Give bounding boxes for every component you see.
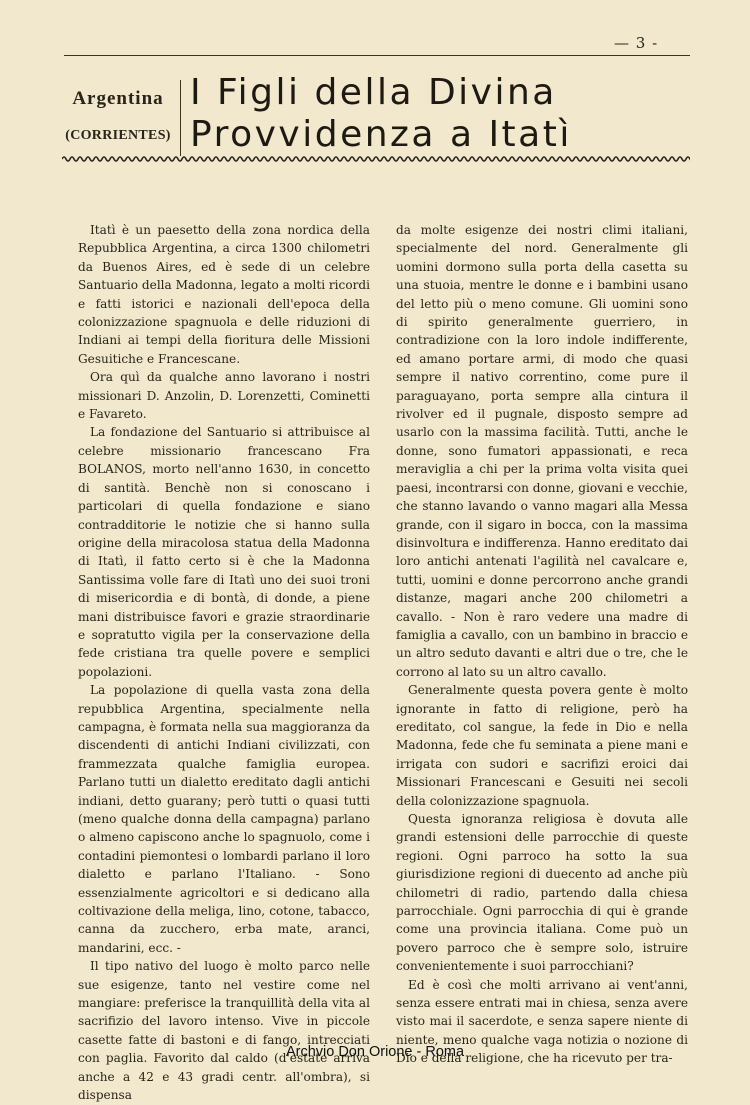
paragraph: La popolazione di quella vasta zona della repubblica Argentina, specialmente nella campagna, è formata nella sua maggioranza da discendenti di antichi Indiani civilizzati, con frammezzata qualche famiglia europea. Parlano tutti un dialetto ereditato dagli antichi indiani, detto guarany; però tutti o quasi tutti (meno qualche donna della campagna) parlano o almeno capiscono anche lo spagnuolo, come i contadini piemontesi o lombardi parlano il loro dialetto e parlano l'Italiano. - Sono essenzialmente agricoltori e si dedicano alla coltivazione della meliga, lino, cotone, tabacco, canna da zucchero, erba mate, aranci, mandarini, ecc. - <box>78 683 370 955</box>
paragraph: Generalmente questa povera gente è molto ignorante in fatto di religione, però ha ereditato, col sangue, la fede in Dio e nella Madonna, fede che fu seminata a piene mani e irrigata con sudori e sacrifizi eroici dai Missionari Francescani e Gesuiti nei secoli della colonizzazione spagnuola. <box>396 683 688 808</box>
paragraph: Il tipo nativo del luogo è molto parco nelle sue esigenze, tanto nel vestire come nel mangiare: preferisce la tranquillità della vita al sacrifizio del lavoro intenso. Vive in piccole casette fatte di bastoni e di fango, intrecciati con paglia. Favorito dal caldo (d'estate arriva anche a 42 e 43 gradi centr. all'ombra), si dispensa <box>78 959 370 1103</box>
paragraph: Itatì è un paesetto della zona nordica della Repubblica Argentina, a circa 1300 chilometri da Buenos Aires, ed è sede di un celebre Santuario della Madonna, legato a molti ricordi e fatti istorici e nazionali dell'epoca della colonizzazione spagnuola e delle riduzioni di Indiani ai tempi della fioritura delle Missioni Gesuitiche e Francescane. <box>78 223 370 366</box>
country-label: Argentina <box>72 88 164 109</box>
top-rule <box>64 55 690 56</box>
header-divider <box>180 80 181 156</box>
page-number: — 3 - <box>614 34 659 52</box>
paragraph: La fondazione del Santuario si attribuisce al celebre missionario francescano Fra BOLANOS, morto nell'anno 1630, in concetto di santità. Benchè non si conoscano i particolari di quella fondazione e siano contradditorie le notizie che si hanno sulla origine della miracolosa statua della Madonna di Itatì, il fatto certo si è che la Madonna Santissima volle fare di Itatì uno dei suoi troni di misericordia e di bontà, di donde, a piene mani distribuisce favori e grazie straordinarie e sopratutto vigila per la conservazione della fede cristiana tra quelle povere e semplici popolazioni. <box>78 425 370 679</box>
paragraph: Ed è così che molti arrivano ai vent'anni, senza essere entrati mai in chiesa, senza avere visto mai il sacerdote, e senza sapere niente di niente, meno qualche vaga notizia o nozione di Dio e della religione, che ha ricevuto per tra- <box>396 977 688 1066</box>
right-column <box>396 221 688 1068</box>
left-column <box>78 221 370 1105</box>
paragraph-continuation: da molte esigenze dei nostri climi italiani, specialmente del nord. Generalmente gli uomini dormono sulla porta della casetta su una stuoia, mentre le donne e i bambini usano del letto più o meno comune. Gli uomini sono di spirito generalmente guerriero, in contradizione con la loro indole indifferente, ed amano portare armi, di modo che quasi sempre il nativo correntino, come pure il paraguayano, porta sempre alla cintura il rivolver ed il pugnale, disposto sempre ad usarlo con la massima facilità. Tutti, anche le donne, sono fumatori appassionati, e reca meraviglia a chi per la prima volta visita quei paesi, incontrarsi con donne, giovani e vecchie, che stanno lavando o vanno magari alla Messa grande, con il sigaro in bocca, con la massima disinvoltura e indifferenza. Hanno ereditato dai loro antichi antenati l'agilità nel cavalcare e, tutti, uomini e donne percorrono anche grandi distanze, magari anche 200 chilometri a cavallo. - Non è raro vedere una madre di famiglia a cavallo, con un bambino in braccio e un altro seduto davanti e altri due o tre, che le corrono al lato su un altro cavallo. <box>396 223 688 679</box>
location-block <box>60 82 176 144</box>
archive-footer: Archvio Don Orione - Roma <box>285 1044 465 1060</box>
paragraph: Questa ignoranza religiosa è dovuta alle grandi estensioni delle parrocchie di queste regioni. Ogni parroco ha sotto la sua giurisdizione regioni di duecento ad anche più chilometri di radio, partendo dalla chiesa parrocchiale. Ogni parrocchia di qui è grande come una provincia italiana. Come può un povero parroco che è sempre solo, istruire convenientemente i suoi parrocchiani? <box>396 812 688 974</box>
article-title <box>190 72 690 156</box>
decorative-wave-rule <box>62 154 690 164</box>
title-line-1: I Figli della Divina <box>190 72 557 113</box>
paragraph: Ora quì da qualche anno lavorano i nostri missionari D. Anzolin, D. Lorenzetti, Cominetti e Favareto. <box>78 370 370 422</box>
title-line-2: Provvidenza a Itatì <box>190 114 572 155</box>
region-label: (CORRIENTES) <box>65 128 171 143</box>
